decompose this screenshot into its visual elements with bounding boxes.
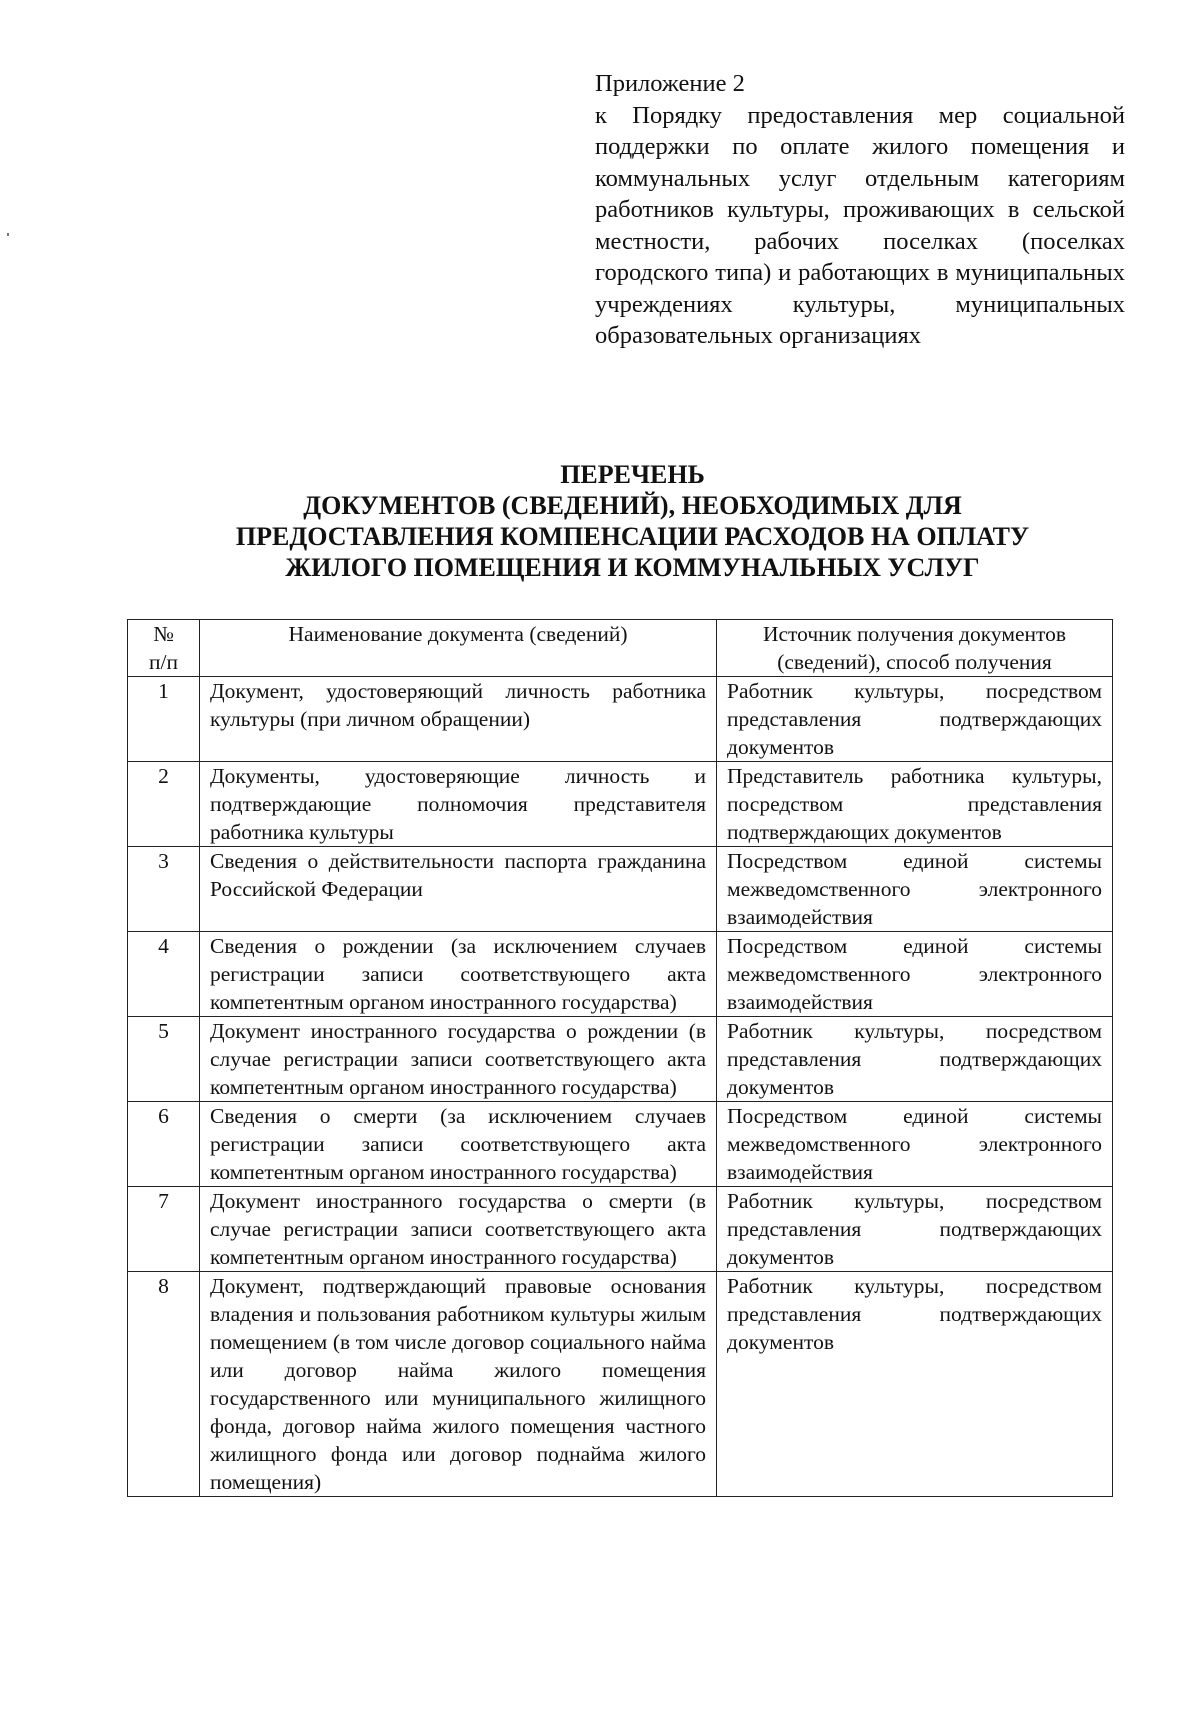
row-document-name: Сведения о смерти (за исключением случаев регистрации записи соответствующего акта компетентным органом иностранного государства) [200, 1102, 717, 1187]
title-line-3: ПРЕДОСТАВЛЕНИЯ КОМПЕНСАЦИИ РАСХОДОВ НА ОПЛАТУ [235, 522, 1030, 551]
header-source: Источник получения документов (сведений), способ получения [717, 620, 1113, 677]
row-number: 4 [128, 932, 200, 1017]
document-title [160, 459, 1105, 583]
row-source: Работник культуры, посредством представления подтверждающих документов [717, 677, 1113, 762]
table-row [128, 932, 1113, 1017]
table-row [128, 677, 1113, 762]
row-number: 5 [128, 1017, 200, 1102]
appendix-block [595, 68, 1125, 352]
row-document-name: Документ иностранного государства о рождении (в случае регистрации записи соответствующего акта компетентным органом иностранного государства) [200, 1017, 717, 1102]
documents-table [127, 619, 1113, 1497]
row-source: Посредством единой системы межведомственного электронного взаимодействия [717, 932, 1113, 1017]
row-number: 6 [128, 1102, 200, 1187]
row-document-name: Сведения о рождении (за исключением случаев регистрации записи соответствующего акта компетентным органом иностранного государства) [200, 932, 717, 1017]
header-number-line2: п/п [149, 650, 178, 674]
title-line-4: ЖИЛОГО ПОМЕЩЕНИЯ И КОММУНАЛЬНЫХ УСЛУГ [285, 553, 980, 582]
row-number: 3 [128, 847, 200, 932]
row-document-name: Сведения о действительности паспорта гражданина Российской Федерации [200, 847, 717, 932]
title-line-1: ПЕРЕЧЕНЬ [560, 460, 705, 489]
row-source: Представитель работника культуры, посредством представления подтверждающих документов [717, 762, 1113, 847]
row-document-name: Документ иностранного государства о смерти (в случае регистрации записи соответствующего акта компетентным органом иностранного государства) [200, 1187, 717, 1272]
table-row [128, 847, 1113, 932]
row-source: Посредством единой системы межведомственного электронного взаимодействия [717, 1102, 1113, 1187]
row-number: 7 [128, 1187, 200, 1272]
table-header-row [128, 620, 1113, 677]
appendix-text: к Порядку предоставления мер социальной поддержки по оплате жилого помещения и коммунальных услуг отдельным категориям работников культуры, проживающих в сельской местности, рабочих поселках (поселках городского типа) и работающих в муниципальных учреждениях культуры, муниципальных образовательных организациях [595, 101, 1125, 349]
table-row [128, 1187, 1113, 1272]
row-number: 8 [128, 1272, 200, 1497]
row-document-name: Документ, удостоверяющий личность работника культуры (при личном обращении) [200, 677, 717, 762]
row-source: Работник культуры, посредством представления подтверждающих документов [717, 1187, 1113, 1272]
row-number: 2 [128, 762, 200, 847]
table-row [128, 1017, 1113, 1102]
table-row [128, 1102, 1113, 1187]
row-document-name: Документы, удостоверяющие личность и подтверждающие полномочия представителя работника культуры [200, 762, 717, 847]
table-row [128, 762, 1113, 847]
row-number: 1 [128, 677, 200, 762]
header-number-line1: № [153, 622, 174, 646]
header-number [128, 620, 200, 677]
row-source: Работник культуры, посредством представления подтверждающих документов [717, 1272, 1113, 1497]
row-source: Посредством единой системы межведомственного электронного взаимодействия [717, 847, 1113, 932]
scan-mark [7, 233, 9, 236]
appendix-title: Приложение 2 [595, 70, 745, 97]
header-document-name: Наименование документа (сведений) [200, 620, 717, 677]
title-line-2: ДОКУМЕНТОВ (СВЕДЕНИЙ), НЕОБХОДИМЫХ ДЛЯ [303, 491, 962, 520]
table-row [128, 1272, 1113, 1497]
row-document-name: Документ, подтверждающий правовые основания владения и пользования работником культуры жилым помещением (в том числе договор социального найма или договор найма жилого помещения государственного или муниципального жилищного фонда, договор найма жилого помещения частного жилищного фонда или договор поднайма жилого помещения) [200, 1272, 717, 1497]
row-source: Работник культуры, посредством представления подтверждающих документов [717, 1017, 1113, 1102]
